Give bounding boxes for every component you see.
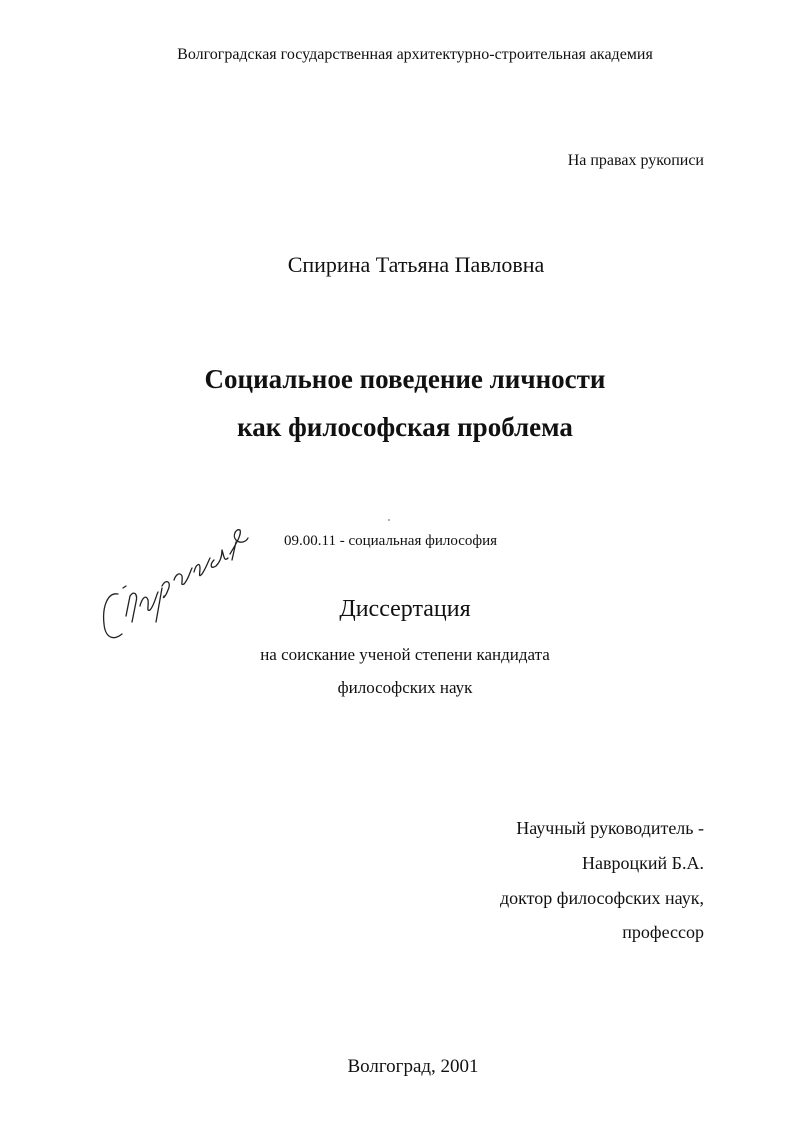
dissertation-title-line-1: Социальное поведение личности (204, 364, 606, 394)
degree-line-2: философских наук (337, 678, 473, 697)
document-type: Диссертация (339, 596, 471, 622)
paper-speck (388, 519, 390, 521)
advisor-role: Научный руководитель - (516, 818, 704, 838)
advisor-name: Навроцкий Б.А. (582, 853, 704, 873)
dissertation-title-line-2: как философская проблема (237, 412, 573, 442)
advisor-title: профессор (622, 922, 704, 942)
institution-name: Волгоградская государственная архитектурно-строительная академия (177, 46, 653, 63)
author-name: Спирина Татьяна Павловна (287, 252, 545, 277)
specialty-code: 09.00.11 - социальная философия (284, 533, 498, 549)
advisor-degree: доктор философских наук, (500, 888, 704, 908)
city-year: Волгоград, 2001 (347, 1056, 479, 1077)
signature-text: Спирина (96, 520, 100, 521)
degree-line-1: на соискание ученой степени кандидата (260, 645, 550, 664)
manuscript-note: На правах рукописи (567, 152, 704, 169)
author-signature (96, 520, 256, 650)
